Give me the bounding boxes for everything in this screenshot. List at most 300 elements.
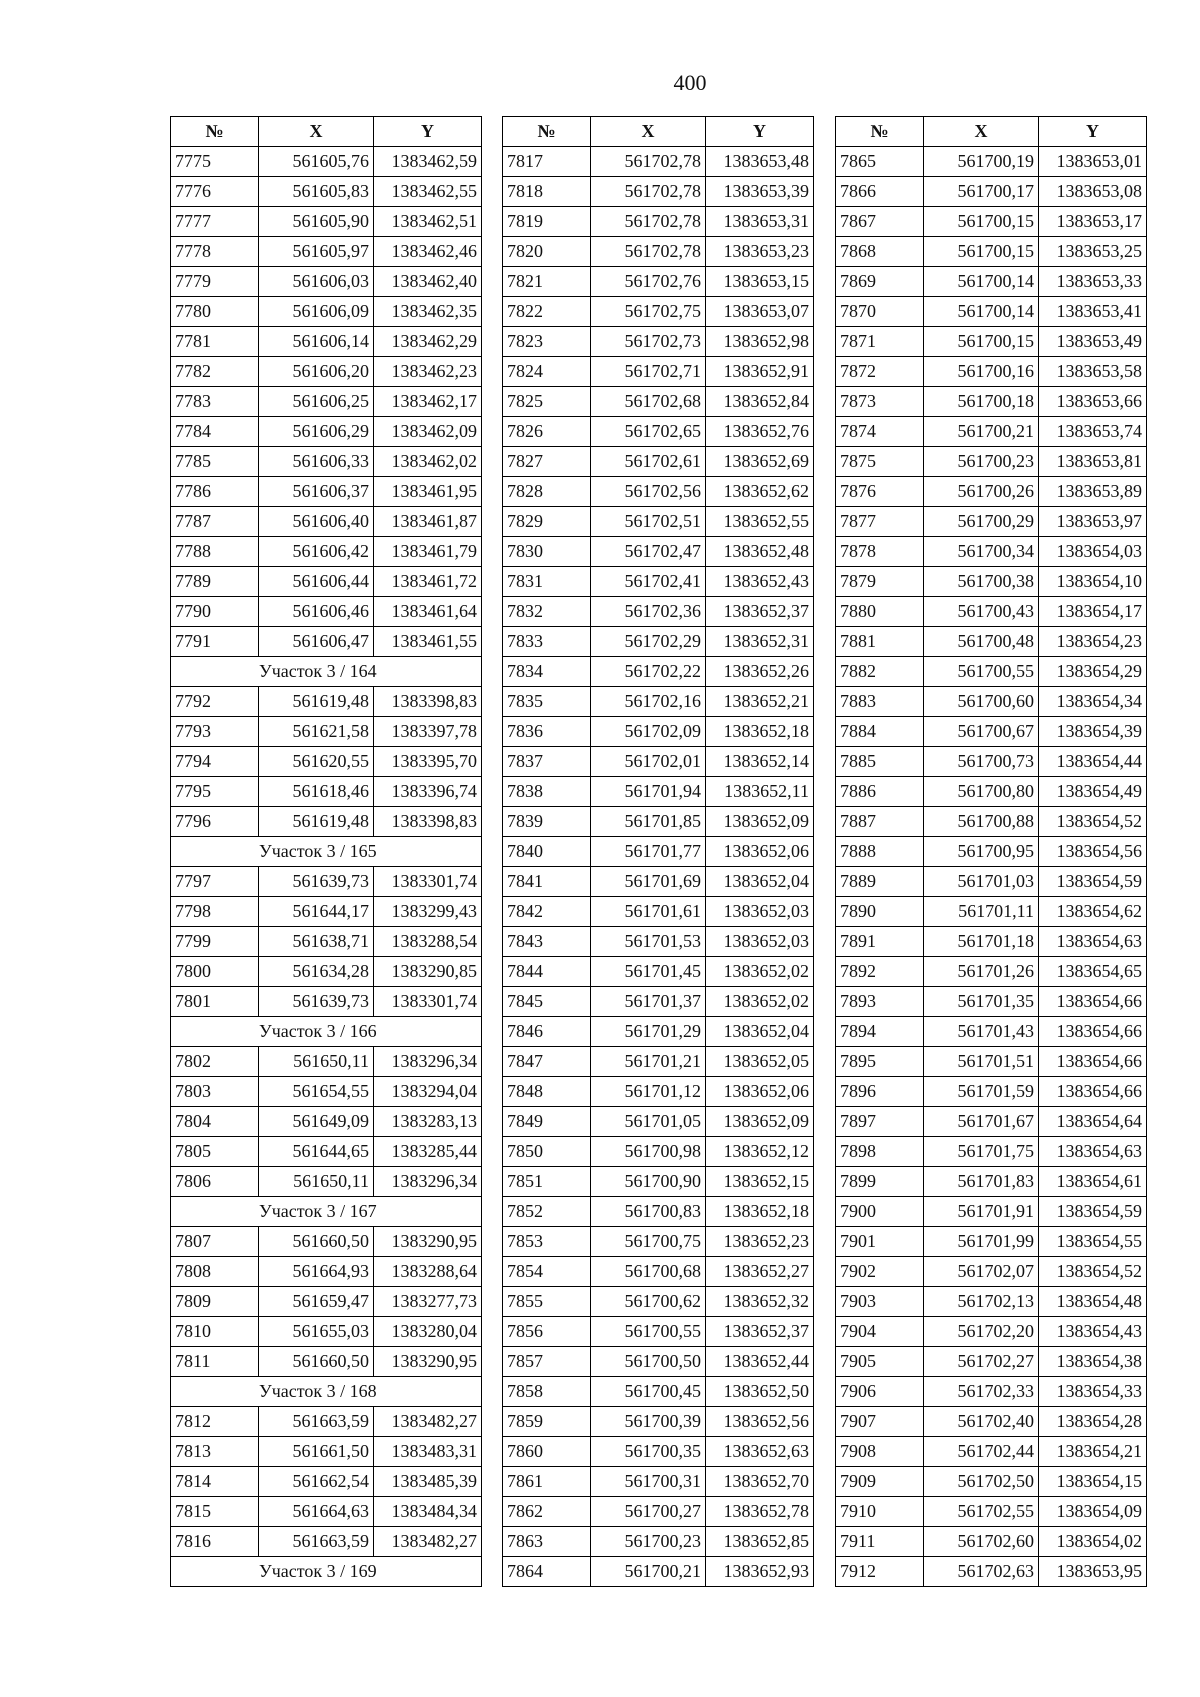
x-coordinate-cell: 561606,44 (259, 567, 374, 597)
table-row (836, 267, 1147, 297)
x-coordinate-cell: 561606,42 (259, 537, 374, 567)
x-coordinate-cell: 561634,28 (259, 957, 374, 987)
y-coordinate-cell: 1383653,15 (706, 267, 814, 297)
coordinate-table-1 (170, 116, 482, 1587)
section-row (171, 657, 482, 687)
x-coordinate-cell: 561700,60 (924, 687, 1039, 717)
x-coordinate-cell: 561701,75 (924, 1137, 1039, 1167)
x-coordinate-cell: 561700,15 (924, 327, 1039, 357)
table-row (836, 1527, 1147, 1557)
y-coordinate-cell: 1383462,17 (374, 387, 482, 417)
table-row (836, 1077, 1147, 1107)
point-number-cell: 7889 (836, 867, 924, 897)
x-coordinate-cell: 561660,50 (259, 1347, 374, 1377)
y-coordinate-cell: 1383653,58 (1039, 357, 1147, 387)
point-number-cell: 7856 (503, 1317, 591, 1347)
x-coordinate-cell: 561700,17 (924, 177, 1039, 207)
coordinate-table-3 (835, 116, 1147, 1587)
y-coordinate-cell: 1383652,44 (706, 1347, 814, 1377)
x-coordinate-cell: 561701,26 (924, 957, 1039, 987)
point-number-cell: 7890 (836, 897, 924, 927)
table-row (503, 477, 814, 507)
point-number-cell: 7878 (836, 537, 924, 567)
x-coordinate-cell: 561701,21 (591, 1047, 706, 1077)
table-row (836, 357, 1147, 387)
table-row (836, 147, 1147, 177)
table-row (503, 627, 814, 657)
x-coordinate-cell: 561700,95 (924, 837, 1039, 867)
point-number-cell: 7778 (171, 237, 259, 267)
x-coordinate-cell: 561639,73 (259, 987, 374, 1017)
y-coordinate-cell: 1383652,06 (706, 837, 814, 867)
x-coordinate-cell: 561701,69 (591, 867, 706, 897)
x-coordinate-cell: 561701,51 (924, 1047, 1039, 1077)
y-coordinate-cell: 1383654,10 (1039, 567, 1147, 597)
x-coordinate-cell: 561644,65 (259, 1137, 374, 1167)
y-coordinate-cell: 1383652,02 (706, 987, 814, 1017)
point-number-cell: 7842 (503, 897, 591, 927)
point-number-cell: 7870 (836, 297, 924, 327)
point-number-cell: 7881 (836, 627, 924, 657)
table-row (836, 987, 1147, 1017)
column-header-number: № (503, 117, 591, 147)
point-number-cell: 7821 (503, 267, 591, 297)
point-number-cell: 7822 (503, 297, 591, 327)
point-number-cell: 7798 (171, 897, 259, 927)
table-row (171, 747, 482, 777)
point-number-cell: 7865 (836, 147, 924, 177)
section-title: Участок 3 / 164 (171, 657, 482, 687)
y-coordinate-cell: 1383654,63 (1039, 1137, 1147, 1167)
table-row (503, 867, 814, 897)
table-row (503, 147, 814, 177)
x-coordinate-cell: 561700,18 (924, 387, 1039, 417)
point-number-cell: 7853 (503, 1227, 591, 1257)
table-row (171, 627, 482, 657)
y-coordinate-cell: 1383461,87 (374, 507, 482, 537)
table-row (503, 1467, 814, 1497)
y-coordinate-cell: 1383294,04 (374, 1077, 482, 1107)
table-row (503, 1197, 814, 1227)
table-row (171, 897, 482, 927)
x-coordinate-cell: 561700,48 (924, 627, 1039, 657)
y-coordinate-cell: 1383653,31 (706, 207, 814, 237)
table-row (503, 327, 814, 357)
x-coordinate-cell: 561702,27 (924, 1347, 1039, 1377)
point-number-cell: 7911 (836, 1527, 924, 1557)
y-coordinate-cell: 1383654,48 (1039, 1287, 1147, 1317)
y-coordinate-cell: 1383461,79 (374, 537, 482, 567)
x-coordinate-cell: 561702,33 (924, 1377, 1039, 1407)
y-coordinate-cell: 1383654,43 (1039, 1317, 1147, 1347)
y-coordinate-cell: 1383653,39 (706, 177, 814, 207)
y-coordinate-cell: 1383654,21 (1039, 1437, 1147, 1467)
x-coordinate-cell: 561700,88 (924, 807, 1039, 837)
x-coordinate-cell: 561663,59 (259, 1407, 374, 1437)
point-number-cell: 7836 (503, 717, 591, 747)
y-coordinate-cell: 1383398,83 (374, 807, 482, 837)
x-coordinate-cell: 561621,58 (259, 717, 374, 747)
x-coordinate-cell: 561702,36 (591, 597, 706, 627)
table-row (836, 177, 1147, 207)
coordinate-table-2 (502, 116, 814, 1587)
point-number-cell: 7888 (836, 837, 924, 867)
x-coordinate-cell: 561654,55 (259, 1077, 374, 1107)
x-coordinate-cell: 561700,21 (924, 417, 1039, 447)
table-row (503, 1077, 814, 1107)
point-number-cell: 7800 (171, 957, 259, 987)
point-number-cell: 7906 (836, 1377, 924, 1407)
y-coordinate-cell: 1383398,83 (374, 687, 482, 717)
y-coordinate-cell: 1383653,49 (1039, 327, 1147, 357)
x-coordinate-cell: 561639,73 (259, 867, 374, 897)
point-number-cell: 7877 (836, 507, 924, 537)
y-coordinate-cell: 1383653,95 (1039, 1557, 1147, 1587)
y-coordinate-cell: 1383482,27 (374, 1527, 482, 1557)
table-row (836, 1497, 1147, 1527)
table-row (171, 297, 482, 327)
point-number-cell: 7876 (836, 477, 924, 507)
x-coordinate-cell: 561605,97 (259, 237, 374, 267)
point-number-cell: 7785 (171, 447, 259, 477)
y-coordinate-cell: 1383652,23 (706, 1227, 814, 1257)
x-coordinate-cell: 561700,16 (924, 357, 1039, 387)
table-row (836, 1227, 1147, 1257)
column-header-y: Y (374, 117, 482, 147)
point-number-cell: 7782 (171, 357, 259, 387)
table-row (836, 657, 1147, 687)
y-coordinate-cell: 1383654,23 (1039, 627, 1147, 657)
table-row (171, 867, 482, 897)
y-coordinate-cell: 1383462,55 (374, 177, 482, 207)
point-number-cell: 7828 (503, 477, 591, 507)
y-coordinate-cell: 1383652,18 (706, 1197, 814, 1227)
table-row (503, 1437, 814, 1467)
x-coordinate-cell: 561701,83 (924, 1167, 1039, 1197)
point-number-cell: 7879 (836, 567, 924, 597)
point-number-cell: 7802 (171, 1047, 259, 1077)
point-number-cell: 7829 (503, 507, 591, 537)
table-row (503, 267, 814, 297)
point-number-cell: 7862 (503, 1497, 591, 1527)
table-row (836, 1407, 1147, 1437)
point-number-cell: 7813 (171, 1437, 259, 1467)
point-number-cell: 7908 (836, 1437, 924, 1467)
table-row (836, 327, 1147, 357)
table-row (171, 1167, 482, 1197)
table-row (171, 597, 482, 627)
column-header-number: № (171, 117, 259, 147)
point-number-cell: 7801 (171, 987, 259, 1017)
y-coordinate-cell: 1383396,74 (374, 777, 482, 807)
y-coordinate-cell: 1383461,95 (374, 477, 482, 507)
x-coordinate-cell: 561701,43 (924, 1017, 1039, 1047)
point-number-cell: 7839 (503, 807, 591, 837)
table-row (171, 927, 482, 957)
point-number-cell: 7858 (503, 1377, 591, 1407)
column-header-x: X (259, 117, 374, 147)
x-coordinate-cell: 561702,73 (591, 327, 706, 357)
x-coordinate-cell: 561700,27 (591, 1497, 706, 1527)
point-number-cell: 7882 (836, 657, 924, 687)
y-coordinate-cell: 1383654,59 (1039, 867, 1147, 897)
table-row (171, 507, 482, 537)
point-number-cell: 7886 (836, 777, 924, 807)
x-coordinate-cell: 561702,44 (924, 1437, 1039, 1467)
x-coordinate-cell: 561700,90 (591, 1167, 706, 1197)
point-number-cell: 7875 (836, 447, 924, 477)
x-coordinate-cell: 561664,93 (259, 1257, 374, 1287)
y-coordinate-cell: 1383654,44 (1039, 747, 1147, 777)
table-row (836, 1137, 1147, 1167)
x-coordinate-cell: 561702,13 (924, 1287, 1039, 1317)
table-row (171, 267, 482, 297)
point-number-cell: 7805 (171, 1137, 259, 1167)
y-coordinate-cell: 1383462,23 (374, 357, 482, 387)
x-coordinate-cell: 561700,35 (591, 1437, 706, 1467)
x-coordinate-cell: 561620,55 (259, 747, 374, 777)
table-row (171, 1347, 482, 1377)
table-row (171, 537, 482, 567)
table-row (503, 1017, 814, 1047)
point-number-cell: 7893 (836, 987, 924, 1017)
point-number-cell: 7837 (503, 747, 591, 777)
y-coordinate-cell: 1383654,56 (1039, 837, 1147, 867)
y-coordinate-cell: 1383652,78 (706, 1497, 814, 1527)
point-number-cell: 7883 (836, 687, 924, 717)
table-row (171, 567, 482, 597)
point-number-cell: 7860 (503, 1437, 591, 1467)
x-coordinate-cell: 561605,90 (259, 207, 374, 237)
point-number-cell: 7810 (171, 1317, 259, 1347)
x-coordinate-cell: 561701,18 (924, 927, 1039, 957)
y-coordinate-cell: 1383462,29 (374, 327, 482, 357)
point-number-cell: 7832 (503, 597, 591, 627)
y-coordinate-cell: 1383654,52 (1039, 1257, 1147, 1287)
x-coordinate-cell: 561700,15 (924, 237, 1039, 267)
point-number-cell: 7866 (836, 177, 924, 207)
point-number-cell: 7854 (503, 1257, 591, 1287)
x-coordinate-cell: 561701,35 (924, 987, 1039, 1017)
point-number-cell: 7880 (836, 597, 924, 627)
table-row (503, 417, 814, 447)
x-coordinate-cell: 561702,50 (924, 1467, 1039, 1497)
table-row (171, 1047, 482, 1077)
y-coordinate-cell: 1383653,17 (1039, 207, 1147, 237)
point-number-cell: 7912 (836, 1557, 924, 1587)
x-coordinate-cell: 561700,23 (924, 447, 1039, 477)
x-coordinate-cell: 561701,12 (591, 1077, 706, 1107)
table-row (836, 717, 1147, 747)
point-number-cell: 7835 (503, 687, 591, 717)
point-number-cell: 7823 (503, 327, 591, 357)
table-row (171, 1287, 482, 1317)
y-coordinate-cell: 1383654,34 (1039, 687, 1147, 717)
section-row (171, 1197, 482, 1227)
table-row (503, 927, 814, 957)
y-coordinate-cell: 1383653,01 (1039, 147, 1147, 177)
point-number-cell: 7779 (171, 267, 259, 297)
y-coordinate-cell: 1383652,18 (706, 717, 814, 747)
y-coordinate-cell: 1383652,04 (706, 1017, 814, 1047)
y-coordinate-cell: 1383652,03 (706, 927, 814, 957)
column-header-x: X (924, 117, 1039, 147)
table-row (503, 717, 814, 747)
x-coordinate-cell: 561702,41 (591, 567, 706, 597)
point-number-cell: 7780 (171, 297, 259, 327)
x-coordinate-cell: 561650,11 (259, 1047, 374, 1077)
y-coordinate-cell: 1383461,72 (374, 567, 482, 597)
table-row (836, 1107, 1147, 1137)
table-header-row (171, 117, 482, 147)
point-number-cell: 7794 (171, 747, 259, 777)
x-coordinate-cell: 561702,61 (591, 447, 706, 477)
table-row (171, 717, 482, 747)
y-coordinate-cell: 1383653,07 (706, 297, 814, 327)
table-row (836, 777, 1147, 807)
table-row (503, 177, 814, 207)
table-row (836, 387, 1147, 417)
y-coordinate-cell: 1383652,06 (706, 1077, 814, 1107)
x-coordinate-cell: 561702,55 (924, 1497, 1039, 1527)
x-coordinate-cell: 561701,37 (591, 987, 706, 1017)
y-coordinate-cell: 1383301,74 (374, 987, 482, 1017)
table-row (836, 1377, 1147, 1407)
y-coordinate-cell: 1383653,74 (1039, 417, 1147, 447)
point-number-cell: 7868 (836, 237, 924, 267)
table-row (836, 687, 1147, 717)
x-coordinate-cell: 561701,61 (591, 897, 706, 927)
y-coordinate-cell: 1383395,70 (374, 747, 482, 777)
x-coordinate-cell: 561702,76 (591, 267, 706, 297)
point-number-cell: 7776 (171, 177, 259, 207)
table-row (503, 1047, 814, 1077)
x-coordinate-cell: 561605,83 (259, 177, 374, 207)
y-coordinate-cell: 1383652,55 (706, 507, 814, 537)
point-number-cell: 7894 (836, 1017, 924, 1047)
x-coordinate-cell: 561701,67 (924, 1107, 1039, 1137)
point-number-cell: 7812 (171, 1407, 259, 1437)
point-number-cell: 7786 (171, 477, 259, 507)
y-coordinate-cell: 1383652,37 (706, 1317, 814, 1347)
x-coordinate-cell: 561701,45 (591, 957, 706, 987)
x-coordinate-cell: 561700,19 (924, 147, 1039, 177)
y-coordinate-cell: 1383654,28 (1039, 1407, 1147, 1437)
x-coordinate-cell: 561700,55 (924, 657, 1039, 687)
x-coordinate-cell: 561663,59 (259, 1527, 374, 1557)
y-coordinate-cell: 1383653,33 (1039, 267, 1147, 297)
point-number-cell: 7825 (503, 387, 591, 417)
x-coordinate-cell: 561702,78 (591, 147, 706, 177)
point-number-cell: 7891 (836, 927, 924, 957)
x-coordinate-cell: 561644,17 (259, 897, 374, 927)
y-coordinate-cell: 1383654,02 (1039, 1527, 1147, 1557)
point-number-cell: 7846 (503, 1017, 591, 1047)
x-coordinate-cell: 561701,05 (591, 1107, 706, 1137)
x-coordinate-cell: 561701,11 (924, 897, 1039, 927)
y-coordinate-cell: 1383654,66 (1039, 987, 1147, 1017)
x-coordinate-cell: 561700,23 (591, 1527, 706, 1557)
y-coordinate-cell: 1383653,48 (706, 147, 814, 177)
point-number-cell: 7845 (503, 987, 591, 1017)
x-coordinate-cell: 561700,14 (924, 297, 1039, 327)
point-number-cell: 7851 (503, 1167, 591, 1197)
x-coordinate-cell: 561701,03 (924, 867, 1039, 897)
y-coordinate-cell: 1383652,56 (706, 1407, 814, 1437)
point-number-cell: 7820 (503, 237, 591, 267)
section-title: Участок 3 / 167 (171, 1197, 482, 1227)
x-coordinate-cell: 561606,14 (259, 327, 374, 357)
x-coordinate-cell: 561700,26 (924, 477, 1039, 507)
x-coordinate-cell: 561655,03 (259, 1317, 374, 1347)
table-row (503, 1287, 814, 1317)
y-coordinate-cell: 1383654,29 (1039, 657, 1147, 687)
y-coordinate-cell: 1383462,59 (374, 147, 482, 177)
y-coordinate-cell: 1383654,52 (1039, 807, 1147, 837)
point-number-cell: 7895 (836, 1047, 924, 1077)
section-title: Участок 3 / 168 (171, 1377, 482, 1407)
y-coordinate-cell: 1383285,44 (374, 1137, 482, 1167)
table-row (836, 897, 1147, 927)
y-coordinate-cell: 1383652,09 (706, 807, 814, 837)
table-row (836, 447, 1147, 477)
y-coordinate-cell: 1383290,85 (374, 957, 482, 987)
x-coordinate-cell: 561662,54 (259, 1467, 374, 1497)
table-row (171, 147, 482, 177)
section-title: Участок 3 / 169 (171, 1557, 482, 1587)
section-row (171, 1557, 482, 1587)
point-number-cell: 7791 (171, 627, 259, 657)
point-number-cell: 7859 (503, 1407, 591, 1437)
y-coordinate-cell: 1383288,64 (374, 1257, 482, 1287)
table-row (171, 1257, 482, 1287)
table-row (836, 867, 1147, 897)
y-coordinate-cell: 1383652,91 (706, 357, 814, 387)
x-coordinate-cell: 561700,75 (591, 1227, 706, 1257)
point-number-cell: 7804 (171, 1107, 259, 1137)
table-row (503, 837, 814, 867)
table-row (503, 1137, 814, 1167)
table-row (836, 957, 1147, 987)
x-coordinate-cell: 561605,76 (259, 147, 374, 177)
x-coordinate-cell: 561700,14 (924, 267, 1039, 297)
x-coordinate-cell: 561702,56 (591, 477, 706, 507)
y-coordinate-cell: 1383652,21 (706, 687, 814, 717)
x-coordinate-cell: 561702,65 (591, 417, 706, 447)
y-coordinate-cell: 1383653,81 (1039, 447, 1147, 477)
point-number-cell: 7830 (503, 537, 591, 567)
y-coordinate-cell: 1383482,27 (374, 1407, 482, 1437)
point-number-cell: 7885 (836, 747, 924, 777)
point-number-cell: 7884 (836, 717, 924, 747)
y-coordinate-cell: 1383462,09 (374, 417, 482, 447)
y-coordinate-cell: 1383652,84 (706, 387, 814, 417)
y-coordinate-cell: 1383462,02 (374, 447, 482, 477)
table-row (171, 777, 482, 807)
table-row (503, 987, 814, 1017)
table-row (836, 567, 1147, 597)
point-number-cell: 7861 (503, 1467, 591, 1497)
x-coordinate-cell: 561700,39 (591, 1407, 706, 1437)
table-row (836, 207, 1147, 237)
table-header-row (503, 117, 814, 147)
point-number-cell: 7907 (836, 1407, 924, 1437)
x-coordinate-cell: 561702,75 (591, 297, 706, 327)
point-number-cell: 7775 (171, 147, 259, 177)
x-coordinate-cell: 561701,99 (924, 1227, 1039, 1257)
y-coordinate-cell: 1383654,66 (1039, 1077, 1147, 1107)
x-coordinate-cell: 561702,22 (591, 657, 706, 687)
